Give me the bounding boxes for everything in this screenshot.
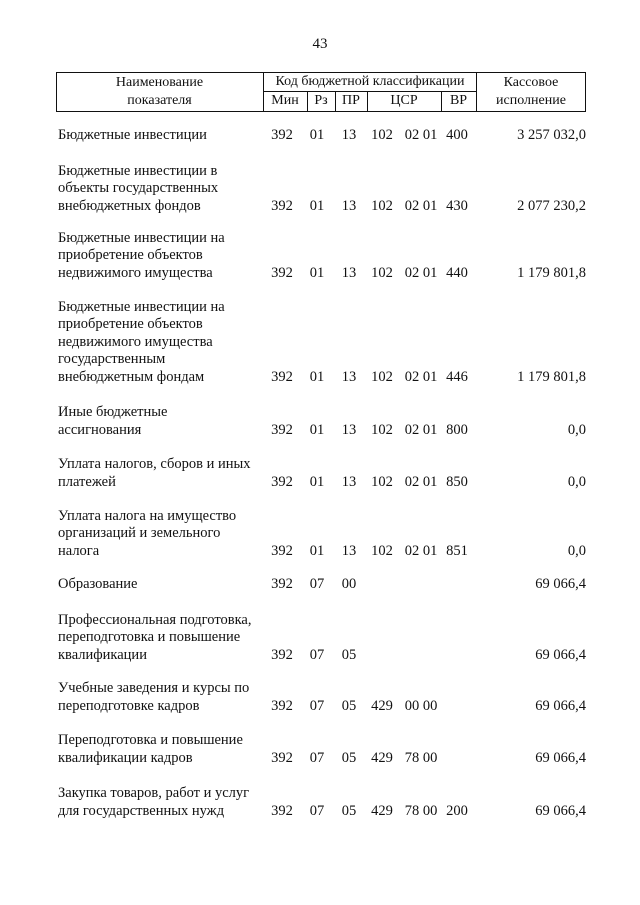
table-row: [56, 229, 588, 282]
row-name-line: Бюджетные инвестиции на: [58, 229, 225, 246]
cell-csr-code: 02 01: [404, 421, 438, 438]
cell-sum: 69 066,4: [535, 646, 586, 663]
header-name-line1: Наименование: [115, 75, 204, 90]
row-name: [58, 732, 263, 767]
cell-sum: 1 179 801,8: [517, 368, 586, 385]
cell-rz: 07: [309, 575, 325, 592]
row-name-line: Образование: [58, 575, 138, 592]
cell-pr: 05: [341, 802, 357, 819]
cell-min: 392: [271, 542, 293, 559]
cell-vr: 200: [446, 802, 468, 819]
table-row: [56, 298, 588, 386]
table-row: [56, 162, 588, 215]
cell-csr-program: 102: [371, 126, 393, 143]
row-name-line: ассигнования: [58, 421, 142, 438]
cell-csr-program: 429: [371, 697, 393, 714]
cell-rz: 01: [309, 421, 325, 438]
row-name-line: внебюджетным фондам: [58, 368, 205, 385]
cell-vr: 430: [446, 197, 468, 214]
header-code-title: Код бюджетной классификации: [275, 74, 465, 89]
row-name: [58, 230, 263, 283]
table-row: [56, 126, 588, 144]
cell-min: 392: [271, 197, 293, 214]
table-row: [56, 732, 588, 767]
cell-csr-program: 102: [371, 421, 393, 438]
row-name-line: Учебные заведения и курсы по: [58, 680, 250, 696]
cell-min: 392: [271, 126, 293, 143]
cell-pr: 00: [341, 575, 357, 592]
cell-csr-code: 00 00: [404, 697, 438, 714]
cell-pr: 13: [341, 197, 357, 214]
header-col-min: Мин: [271, 93, 299, 108]
cell-rz: 01: [309, 473, 325, 490]
row-name-line: Бюджетные инвестиции: [58, 126, 207, 143]
row-name-line: платежей: [58, 473, 116, 490]
cell-rz: 07: [309, 697, 325, 714]
row-name-line: налога: [58, 542, 100, 559]
header-col-csr: ЦСР: [390, 93, 418, 108]
cell-sum: 2 077 230,2: [517, 197, 586, 214]
cell-pr: 05: [341, 646, 357, 663]
cell-csr-program: 429: [371, 749, 393, 766]
cell-sum: 1 179 801,8: [517, 264, 586, 281]
cell-min: 392: [271, 473, 293, 490]
header-exec-line2: исполнение: [496, 93, 566, 108]
table-row: [56, 611, 588, 664]
cell-csr-program: 102: [371, 542, 393, 559]
header-name-line2: показателя: [127, 93, 192, 108]
cell-pr: 13: [341, 264, 357, 281]
row-name: [58, 456, 263, 491]
cell-csr-code: 78 00: [404, 802, 438, 819]
cell-csr-program: 102: [371, 197, 393, 214]
row-name: [58, 508, 263, 561]
cell-pr: 05: [341, 697, 357, 714]
cell-sum: 0,0: [567, 473, 586, 490]
row-name-line: Переподготовка и повышение: [58, 732, 243, 748]
row-name-line: Бюджетные инвестиции в: [58, 162, 218, 179]
cell-rz: 07: [309, 749, 325, 766]
cell-csr-code: 02 01: [404, 368, 438, 385]
cell-pr: 13: [341, 542, 357, 559]
cell-csr-code: 02 01: [404, 126, 438, 143]
cell-vr: 440: [446, 264, 468, 281]
cell-sum: 69 066,4: [535, 802, 586, 819]
row-name-line: Закупка товаров, работ и услуг: [58, 785, 250, 801]
row-name: [58, 163, 263, 216]
cell-csr-program: 102: [371, 473, 393, 490]
cell-csr-code: 02 01: [404, 264, 438, 281]
row-name: [58, 785, 263, 820]
row-name: [58, 127, 263, 145]
cell-sum: 69 066,4: [535, 575, 586, 592]
row-name: [58, 680, 263, 715]
table-row: [56, 680, 588, 715]
cell-csr-code: 02 01: [404, 542, 438, 559]
cell-rz: 07: [309, 646, 325, 663]
cell-rz: 01: [309, 542, 325, 559]
row-name-line: квалификации кадров: [58, 749, 193, 766]
table-row: [56, 404, 588, 439]
table-row: [56, 507, 588, 560]
cell-min: 392: [271, 749, 293, 766]
header-col-pr: ПР: [342, 93, 360, 108]
cell-pr: 13: [341, 421, 357, 438]
table-row: [56, 785, 588, 820]
cell-csr-program: 102: [371, 264, 393, 281]
cell-rz: 07: [309, 802, 325, 819]
cell-min: 392: [271, 368, 293, 385]
cell-vr: 850: [446, 473, 468, 490]
row-name: [58, 576, 263, 594]
table-row: [56, 575, 588, 593]
row-name-line: Уплата налога на имущество: [58, 507, 237, 524]
cell-pr: 13: [341, 126, 357, 143]
row-name-line: организаций и земельного: [58, 525, 221, 541]
cell-pr: 13: [341, 368, 357, 385]
table-row: [56, 456, 588, 491]
row-name-line: квалификации: [58, 646, 147, 663]
cell-sum: 3 257 032,0: [517, 126, 586, 143]
cell-sum: 0,0: [567, 421, 586, 438]
cell-vr: 446: [446, 368, 468, 385]
row-name-line: Иные бюджетные: [58, 404, 168, 420]
cell-sum: 69 066,4: [535, 749, 586, 766]
cell-csr-program: 429: [371, 802, 393, 819]
cell-min: 392: [271, 264, 293, 281]
cell-vr: 400: [446, 126, 468, 143]
cell-rz: 01: [309, 197, 325, 214]
row-name-line: переподготовке кадров: [58, 697, 200, 714]
row-name-line: приобретение объектов: [58, 316, 203, 332]
cell-min: 392: [271, 802, 293, 819]
row-name-line: недвижимого имущества: [58, 333, 213, 350]
cell-csr-program: 102: [371, 368, 393, 385]
header-exec-line1: Кассовое: [503, 75, 559, 90]
cell-csr-code: 02 01: [404, 473, 438, 490]
cell-min: 392: [271, 646, 293, 663]
row-name-line: Профессиональная подготовка,: [58, 611, 252, 628]
row-name-line: объекты государственных: [58, 180, 219, 196]
row-name-line: Уплата налогов, сборов и иных: [58, 456, 251, 472]
table-header: [56, 72, 586, 112]
cell-rz: 01: [309, 368, 325, 385]
cell-csr-code: 02 01: [404, 197, 438, 214]
row-name-line: недвижимого имущества: [58, 264, 213, 281]
row-name-line: внебюджетных фондов: [58, 197, 201, 214]
cell-vr: 851: [446, 542, 468, 559]
cell-csr-code: 78 00: [404, 749, 438, 766]
cell-min: 392: [271, 697, 293, 714]
cell-pr: 13: [341, 473, 357, 490]
cell-pr: 05: [341, 749, 357, 766]
header-col-rz: Рз: [314, 93, 328, 108]
row-name: [58, 299, 263, 387]
cell-sum: 0,0: [567, 542, 586, 559]
cell-sum: 69 066,4: [535, 697, 586, 714]
row-name-line: для государственных нужд: [58, 802, 225, 819]
row-name-line: Бюджетные инвестиции на: [58, 298, 225, 315]
cell-rz: 01: [309, 264, 325, 281]
cell-rz: 01: [309, 126, 325, 143]
row-name: [58, 404, 263, 439]
header-col-vr: ВР: [449, 93, 468, 108]
row-name: [58, 612, 263, 665]
row-name-line: государственным: [58, 351, 166, 367]
cell-vr: 800: [446, 421, 468, 438]
cell-min: 392: [271, 421, 293, 438]
row-name-line: приобретение объектов: [58, 247, 203, 263]
page-number: 43: [312, 36, 328, 52]
row-name-line: переподготовка и повышение: [58, 629, 241, 645]
cell-min: 392: [271, 575, 293, 592]
